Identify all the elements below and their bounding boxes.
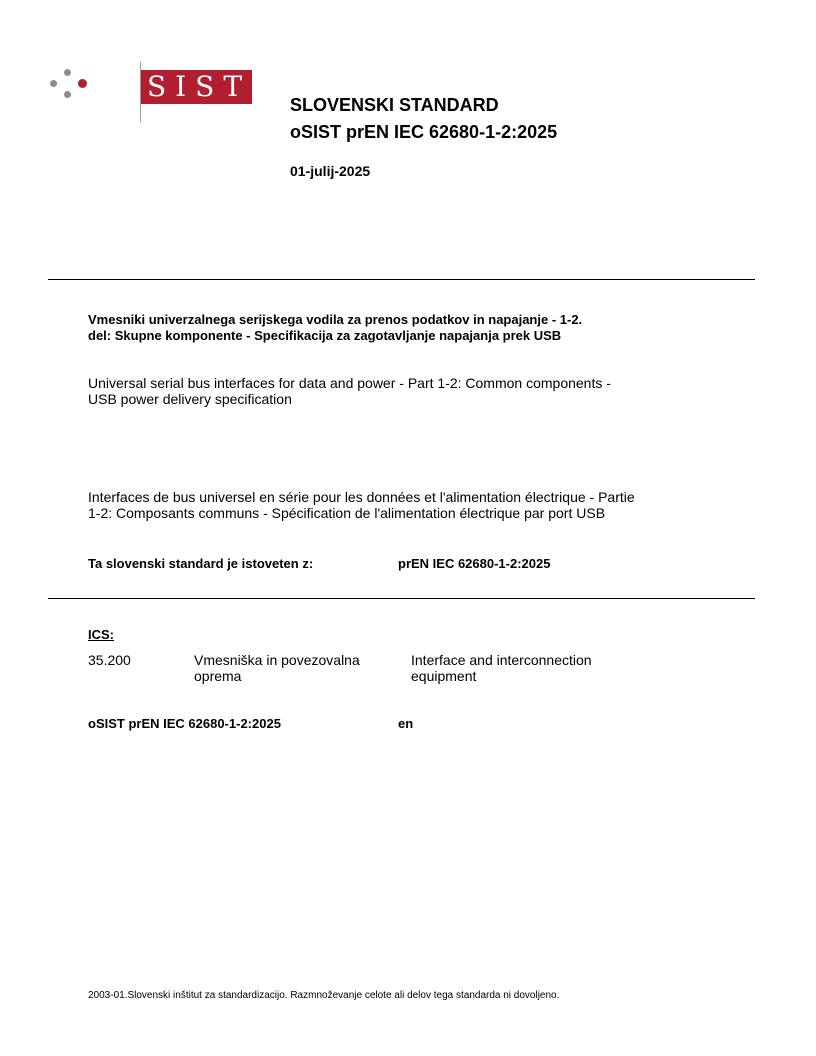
standard-heading: SLOVENSKI STANDARD [290, 95, 499, 115]
logo-dot-accent [78, 79, 87, 88]
ics-slovenian-line: oprema [194, 668, 242, 684]
title-slovenian-line: Vmesniki univerzalnega serijskega vodila za prenos podatkov in napajanje - 1-2. [88, 312, 583, 327]
ics-description-slovenian [194, 652, 360, 684]
designation-language: en [398, 716, 414, 731]
logo-dot [50, 80, 57, 87]
publication-date: 01-julij-2025 [290, 163, 371, 179]
title-english [88, 375, 611, 407]
ics-english-line: equipment [411, 668, 477, 684]
ics-code: 35.200 [88, 652, 131, 668]
title-french-line: Interfaces de bus universel en série pour les données et l'alimentation électrique - Partie [88, 489, 635, 505]
top-rule [48, 279, 755, 280]
ics-label: ICS: [88, 627, 114, 642]
title-french [88, 489, 635, 521]
copyright-footer: 2003-01.Slovenski inštitut za standardizacijo. Razmnoževanje celote ali delov tega standarda ni dovoljeno. [88, 990, 560, 1001]
title-english-line: USB power delivery specification [88, 391, 292, 407]
title-french-line: 1-2: Composants communs - Spécification de l'alimentation électrique par port USB [88, 505, 606, 521]
logo-divider [140, 62, 141, 122]
standard-code: oSIST prEN IEC 62680-1-2:2025 [290, 122, 558, 142]
ics-slovenian-line: Vmesniška in povezovalna [194, 652, 360, 668]
designation-code: oSIST prEN IEC 62680-1-2:2025 [88, 716, 281, 731]
logo-dot [64, 69, 71, 76]
identical-label: Ta slovenski standard je istoveten z: [88, 556, 314, 571]
sist-logo [48, 62, 252, 122]
title-slovenian [88, 312, 582, 344]
bottom-rule [48, 598, 755, 599]
logo-dot [64, 91, 71, 98]
logo-box [140, 70, 252, 104]
ics-english-line: Interface and interconnection [411, 652, 592, 668]
title-slovenian-line: del: Skupne komponente - Specifikacija za zagotavljanje napajanja prek USB [88, 328, 562, 343]
identical-value: prEN IEC 62680-1-2:2025 [398, 556, 551, 571]
title-english-line: Universal serial bus interfaces for data and power - Part 1-2: Common components - [88, 375, 611, 391]
ics-description-english [411, 652, 592, 684]
logo-text: SIST [146, 70, 252, 103]
